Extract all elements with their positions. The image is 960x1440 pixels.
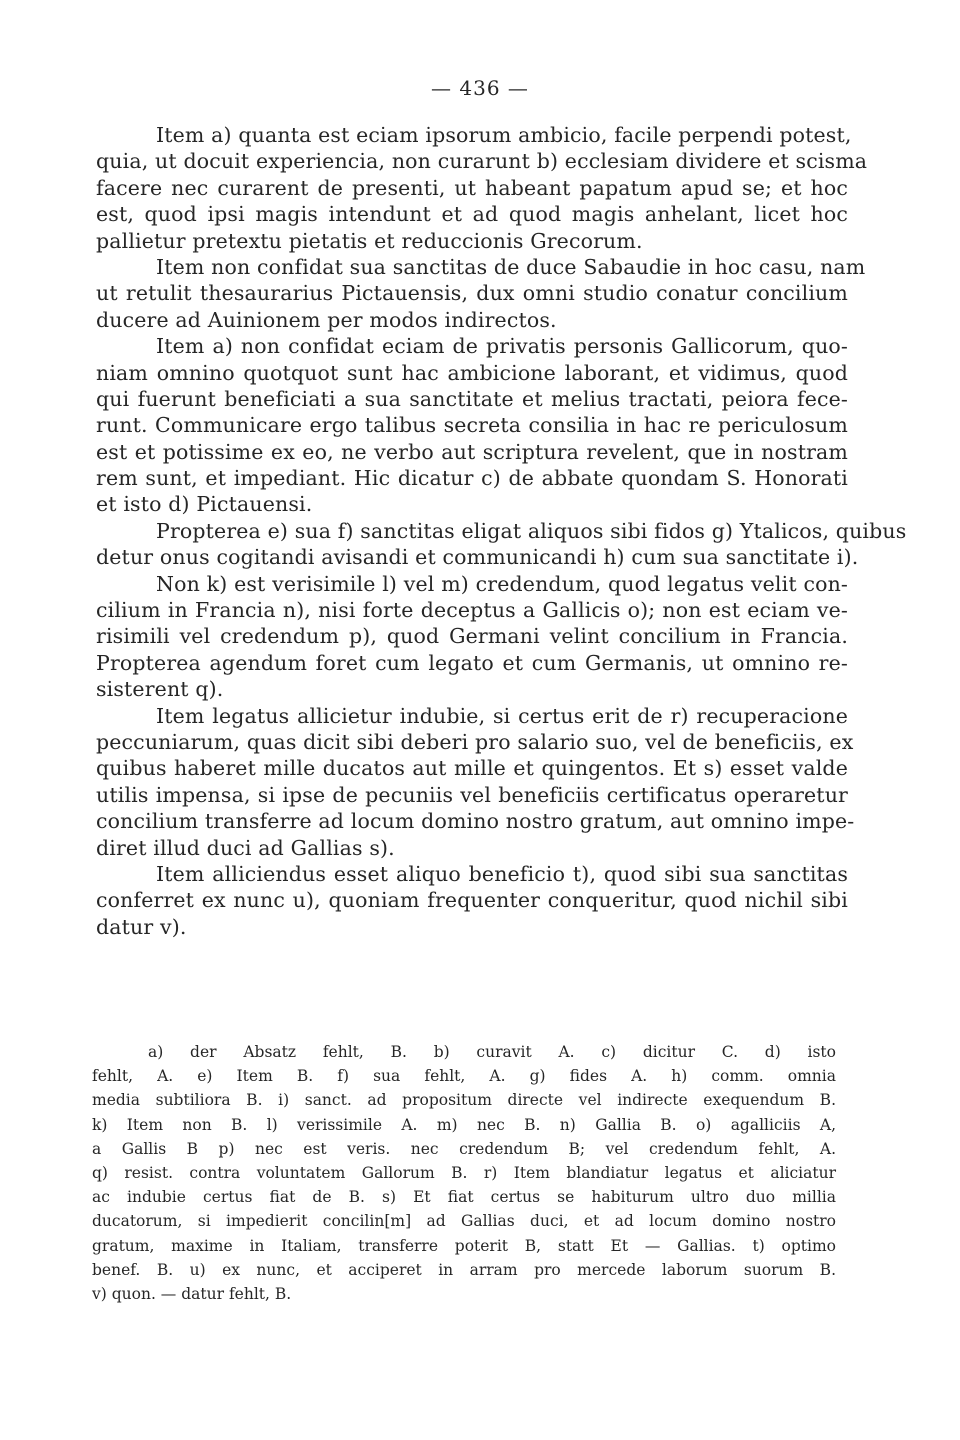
footnote-line: ducatorum, si impedierit concilin[m] ad Gallias duci, et ad locum domino nostro [92,1212,836,1231]
footnote-line: a Gallis B p) nec est veris. nec credendum B; vel credendum fehlt, A. [92,1139,836,1158]
text-line: pallietur pretextu pietatis et reduccionis Grecorum. [96,228,643,253]
text-line: peccuniarum, quas dicit sibi deberi pro salario suo, vel de beneficiis, ex [96,729,854,754]
text-line: Propterea e) sua f) sanctitas eligat aliquos sibi fidos g) Ytalicos, quibus [156,518,907,543]
text-line: datur v). [96,914,187,939]
footnote-line: q) resist. contra voluntatem Gallorum B. r) Item blandiatur legatus et aliciatur [92,1163,836,1182]
text-line: Item a) quanta est eciam ipsorum ambicio, facile perpendi potest, [156,123,852,147]
text-line: runt. Communicare ergo talibus secreta consilia in hac re periculosum [96,413,848,438]
text-line: niam omnino quotquot sunt hac ambicione laborant, et vidimus, quod [96,360,848,385]
text-line: ducere ad Auinionem per modos indirectos. [96,307,557,332]
text-line: Item non confidat sua sanctitas de duce Sabaudie in hoc casu, nam [156,254,866,279]
footnote-line: gratum, maxime in Italiam, transferre poterit B, statt Et — Gallias. t) optimo [92,1236,836,1255]
text-line: Item legatus allicietur indubie, si certus erit de r) recuperacione [156,703,848,728]
footnote-line: ac indubie certus fiat de B. s) Et fiat certus se habiturum ultro duo millia [92,1188,836,1207]
footnote-line: benef. B. u) ex nunc, et acciperet in arram pro mercede laborum suorum B. [92,1260,836,1279]
text-line: est et potissime ex eo, ne verbo aut scriptura revelent, que in nostram [96,439,848,464]
footnote-line: fehlt, A. e) Item B. f) sua fehlt, A. g) fides A. h) comm. omnia [92,1067,836,1086]
text-line: Item alliciendus esset aliquo beneficio t), quod sibi sua sanctitas [156,861,848,886]
text-line: quibus haberet mille ducatos aut mille et quingentos. Et s) esset valde [96,756,848,781]
text-line: Non k) est verisimile l) vel m) credendum, quod legatus velit con- [156,571,848,596]
text-line: Item a) non confidat eciam de privatis personis Gallicorum, quo- [156,334,848,359]
text-line: utilis impensa, si ipse de pecuniis vel beneficiis certificatus operaretur [96,782,848,807]
text-line: qui fuerunt beneficiati a sua sanctitate et melius tractati, peiora fece- [96,386,848,411]
page-number: — 436 — [431,76,529,100]
text-line: Propterea agendum foret cum legato et cum Germanis, ut omnino re- [96,650,848,675]
text-line: detur onus cogitandi avisandi et communicandi h) cum sua sanctitate i). [96,545,859,570]
footnote-line: a) der Absatz fehlt, B. b) curavit A. c) dicitur C. d) isto [148,1043,836,1061]
footnote-line: v) quon. — datur fehlt, B. [92,1284,292,1303]
text-line: et isto d) Pictauensi. [96,492,313,517]
footnotes [92,1040,836,1306]
footnote-line: k) Item non B. l) verissimile A. m) nec B. n) Gallia B. o) agalliciis A, [92,1115,836,1134]
text-line: risimili vel credendum p), quod Germani velint concilium in Francia. [96,624,848,649]
text-line: diret illud duci ad Gallias s). [96,835,395,860]
text-line: quia, ut docuit experiencia, non curarunt b) ecclesiam dividere et scisma [96,149,868,174]
text-line: rem sunt, et impediant. Hic dicatur c) de abbate quondam S. Honorati [96,466,848,491]
text-line: facere nec curarent de presenti, ut habeant papatum apud se; et hoc [96,175,848,200]
text-line: concilium transferre ad locum domino nostro gratum, aut omnino impe- [96,809,855,834]
text-line: est, quod ipsi magis intendunt et ad quod magis anhelant, licet hoc [96,202,848,227]
main-text [96,122,907,940]
text-line: ut retulit thesaurarius Pictauensis, dux omni studio conatur concilium [96,281,848,306]
footnote-line: media subtiliora B. i) sanct. ad propositum directe vel indirecte exequendum B. [92,1091,836,1110]
text-line: cilium in Francia n), nisi forte deceptus a Gallicis o); non est eciam ve- [96,598,848,623]
text-line: conferret ex nunc u), quoniam frequenter conqueritur, quod nichil sibi [96,888,848,913]
text-line: sisterent q). [96,677,224,702]
